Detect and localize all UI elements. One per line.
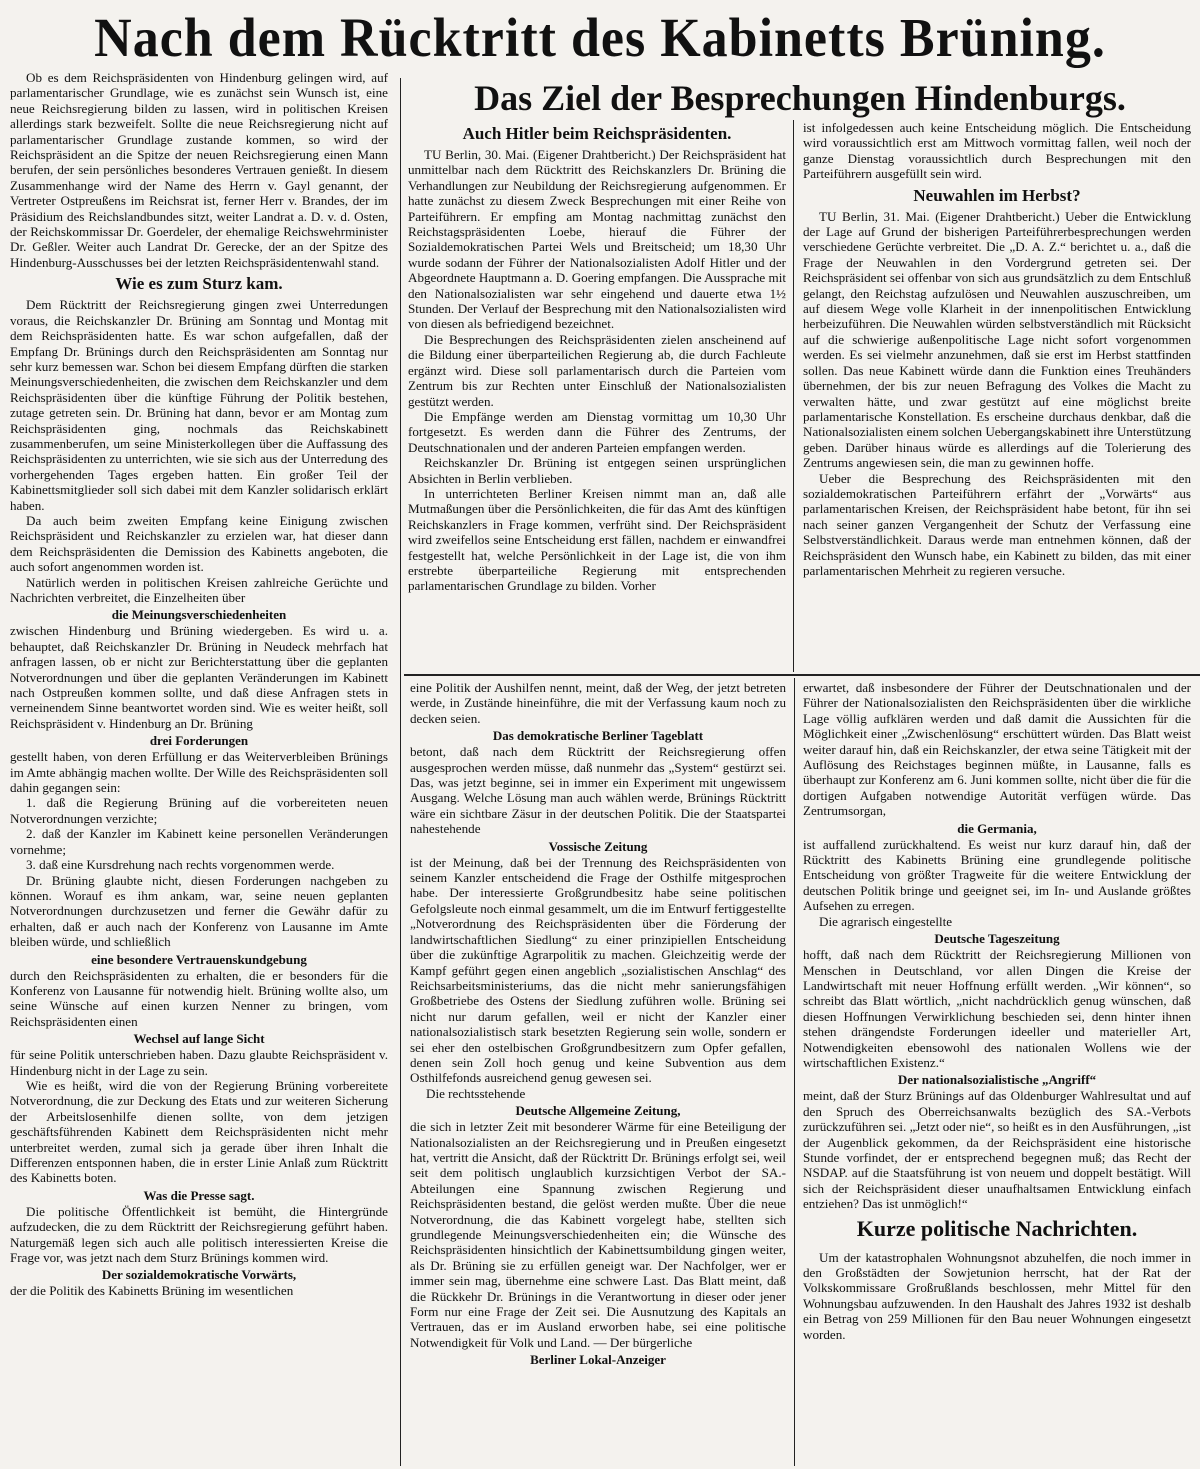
col1-paragraph: Die politische Öffentlichkeit ist bemüht, die Hintergründe aufzudecken, die zu dem Rücktritt der Reichsregierung geführt haben. Naturgemäß legen sich auch alle politisch interessierten Kreise die Frage vor, was jetzt nach dem Sturz Brünings kommen wird. xyxy=(10,1203,388,1266)
col4-paragraph: betont, daß nach dem Rücktritt der Reichsregierung offen ausgesprochen werden müsse, daß nunmehr das „System“ gestürzt sei. Das, was jetzt beginne, sei in immer ein Experiment mit ungewissem Ausgang. Welche Lösung man auch wählen werde, Brünings Rücktritt wäre ein sichtbare Zäsur in der deutschen Politik. Die der Staatspartei nahestehende xyxy=(410,744,786,837)
col4-paragraph: eine Politik der Aushilfen nennt, meint, daß der Weg, der jetzt betreten werde, in Zustände hineinführe, die mit der Verfassung kaum noch zu decken seien. xyxy=(410,680,786,726)
col2-paragraph: Die Empfänge werden am Dienstag vormittag um 10,30 Uhr fortgesetzt. Es werden dann die Führer des Zentrums, der Deutschnationalen und der anderen Parteien empfangen werden. xyxy=(408,408,786,455)
col1-subheading: eine besondere Vertrauenskundgebung xyxy=(91,951,307,967)
column-3 xyxy=(803,120,1191,672)
col3-paragraph: TU Berlin, 31. Mai. (Eigener Drahtbericht.) Ueber die Entwicklung der Lage auf Grund der bisherigen Parteiführerbesprechungen werden verschiedene Gerüchte verbreitet. Die „D. A. Z.“ berichtet u. a., daß die Frage der Neuwahlen in den Vordergrund getreten sei. Der Reichspräsident sei offenbar von sich aus grundsätzlich zu dem Entschluß gelangt, den Reichstag aufzulösen und Neuwahlen auszuschreiben, um auf diesem Wege volle Klarheit in der innenpolitischen Entwicklung herbeizuführen. Die Neuwahlen würden selbstverständlich mit Rücksicht auf die schwierige außenpolitische Lage nicht sofort vorgenommen werden. Es sei vielmehr anzunehmen, daß sie erst im Herbst stattfinden sollen. Das neue Kabinett würde dann die Funktion eines Treuhänders übernehmen, der bis zur neuen Befragung des Volkes die Macht zu verwalten hätte, und zwar gestützt auf eine möglichst breite parlamentarische Konstellation. Es erscheine durchaus denkbar, daß die Nationalsozialisten einem solchen Uebergangskabinett ihre Unterstützung geben. Darüber hinaus würde es allerdings auf die Tolerierung des Zentrums angewiesen sein, die man zu gewinnen hoffe. xyxy=(803,208,1191,471)
col1-paragraph: der die Politik des Kabinetts Brüning im wesentlichen xyxy=(10,1283,294,1299)
column-rule-1 xyxy=(400,78,401,1466)
col2-paragraph: Die Besprechungen des Reichspräsidenten zielen anscheinend auf die Bildung einer überparteilichen Regierung ab, die durch Fachleute ergänzt wird. Diese soll parlamentarisch durch die Parteien vom Zentrum bis zur Rechten unter Einschluß der Nationalsozialisten gestützt werden. xyxy=(408,331,786,409)
col2-heading: Auch Hitler beim Reichspräsidenten. xyxy=(462,124,732,143)
col1-list-item: 2. daß der Kanzler im Kabinett keine personellen Veränderungen vornehme; xyxy=(10,826,388,857)
col1-paragraph: Ob es dem Reichspräsidenten von Hindenburg gelingen wird, auf parlamentarischer Grundlage, wie es zunächst sein Wunsch ist, eine neue Reichsregierung bilden zu lassen, wird in politischen Kreisen allerdings stark bezweifelt. Sollte die neue Reichsregierung nicht auf parlamentarischer Grundlage zustande kommen, so wird der Reichspräsident an die Spitze der neuen Reichsregierung einen Mann berufen, der sein persönliches besonderes Vertrauen genießt. In diesem Zusammenhange wird der Name des Herrn v. Gayl genannt, der Vertreter Ostpreußens im Reichsrat ist, ferner Herr v. Brandes, der im Präsidium des Reichslandbundes sitzt, weiter Landrat a. D. v. d. Osten, der Reichskommissar Dr. Goerdeler, der ehemalige Reichswehrminister Dr. Geßler. Weiter auch Landrat Dr. Gerecke, der an der Spitze des Hindenburg-Ausschusses bei der letzten Reichspräsidentenwahl stand. xyxy=(10,70,388,270)
section-divider xyxy=(404,674,1200,676)
column-rule-3 xyxy=(794,678,795,1466)
col3-heading: Neuwahlen im Herbst? xyxy=(913,185,1081,205)
col1-subheading: Wechsel auf lange Sicht xyxy=(133,1031,265,1047)
col5-paragraph: Die agrarisch eingestellte xyxy=(819,913,953,929)
col1-list-item: 1. daß die Regierung Brüning auf die vorbereiteten neuen Notverordnungen verzichte; xyxy=(10,795,388,826)
col1-paragraph: gestellt haben, von deren Erfüllung er das Weiterverbleiben Brünings im Amte abhängig machen wollte. Der Wille des Reichspräsidenten soll dahin gegangen sein: xyxy=(10,749,388,796)
col4-paragraph: die sich in letzter Zeit mit besonderer Wärme für eine Beteiligung der Nationalsozialisten an der Reichsregierung und in Preußen eingesetzt hat, vertritt die Ansicht, daß der Rücktritt Dr. Brünings erfolgt sei, weil seit dem politisch unglaublich kurzsichtigen Verbot der SA.-Abteilungen eine Spannung zwischen Regierung und Reichspräsidenten bestand, die gelöst werden mußte. Über die neue Notverordnung, die das Kabinett vorgelegt habe, stellten sich grundlegende Meinungsverschiedenheiten ein; die Wünsche des Reichspräsidenten hinsichtlich der Kabinettsumbildung gingen weiter, als Dr. Brüning sie zu erfüllen geneigt war. Der Nachfolger, wer er immer sein mag, übernehme eine schwere Last. Das Blatt meint, daß die Rückkehr Dr. Brünings in die Verantwortung in dieser oder jener Form nur eine Frage der Zeit sei. Die Ausnutzung des Kapitals an Vertrauen, das er im Ausland erworben habe, sei eine politische Notwendigkeit für Volk und Land. — Der bürgerliche xyxy=(410,1119,786,1350)
col1-paragraph: Dem Rücktritt der Reichsregierung gingen zwei Unterredungen voraus, die Reichskanzler Dr. Brüning am Sonntag und Montag mit dem Reichspräsidenten hatte. Es war schon aufgefallen, daß der Empfang Dr. Brünings durch den Reichspräsidenten am Sonntag nur sehr kurz bemessen war. Schon bei diesem Empfang dürften die starken Meinungsverschiedenheiten, die zwischen dem Reichskanzler und dem Reichspräsidenten über die künftige Führung der Politik bestehen, zutage getreten sein. Dr. Brüning hat dann, bevor er am Montag zum Reichspräsidenten ging, nochmals das Reichskabinett zusammenberufen, um seine Ministerkollegen über die Auffassung des Reichspräsidenten zu unterrichten, wie sie sich aus der Unterredung des vorhergehenden Tages ergeben hatten. Ein großer Teil der Kabinettsmitglieder soll sich dabei mit dem Kanzler solidarisch erklärt haben. xyxy=(10,297,388,513)
col4-subheading: Das demokratische Berliner Tageblatt xyxy=(492,728,704,744)
col5-paragraph: Um der katastrophalen Wohnungsnot abzuhelfen, die noch immer in den Großstädten der Sowjetunion herrscht, hat der Rat der Volkskommissare Großrußlands beschlossen, mehr Mittel für den Wohnungsbau aufzuwenden. In den Haushalt des Jahres 1932 ist deshalb ein Betrag von 259 Millionen für den Bau neuer Wohnungen eingesetzt worden. xyxy=(803,1249,1191,1342)
col1-paragraph: zwischen Hindenburg und Brüning wiedergeben. Es wird u. a. behauptet, daß Reichskanzler Dr. Brüning in Neudeck mehrfach hat anfragen lassen, ob er nicht zur Berichterstattung über die geplanten Notverordnungen und über die geplanten Veränderungen im Kabinett nach Ostpreußen kommen sollte, und daß diese Anfragen stets in verneinendem Sinne beantwortet worden sind. Wie es weiter heißt, soll Reichspräsident v. Hindenburg an Dr. Brüning xyxy=(10,623,388,731)
col4-paragraph: Die rechtsstehende xyxy=(426,1085,526,1101)
column-4 xyxy=(410,680,786,1466)
col1-paragraph: Natürlich werden in politischen Kreisen zahlreiche Gerüchte und Nachrichten verbreitet, die Einzelheiten über xyxy=(10,574,388,605)
col5-subheading: Deutsche Tageszeitung xyxy=(934,931,1060,947)
headline: Nach dem Rücktritt des Kabinetts Brüning. xyxy=(94,8,1106,69)
column-2 xyxy=(408,120,786,672)
col3-paragraph: Ueber die Besprechung des Reichspräsidenten mit den sozialdemokratischen Parteiführern erfährt der „Vorwärts“ aus parlamentarischen Kreisen, der Reichspräsident habe betont, für ihn sei nach seiner ganzen Vergangenheit der Schutz der Verfassung eine Selbstverständlichkeit. Daraus werde man entnehmen können, daß der Reichspräsident den Wunsch habe, ein Kabinett zu bilden, das mit einer parlamentarischen Mehrheit zu regieren versuche. xyxy=(803,470,1191,578)
col1-subheading: Was die Presse sagt. xyxy=(143,1187,255,1203)
col1-subheading: Der sozialdemokratische Vorwärts, xyxy=(101,1267,297,1283)
col5-paragraph: erwartet, daß insbesondere der Führer der Deutschnationalen und der Führer der Nationalsozialisten den Reichspräsidenten über die wirkliche Lage völlig aufklären werden und daß damit die Aussichten für die Möglichkeit einer „Zwischenlösung“ erschüttert würden. Das Blatt weist weiter darauf hin, daß ein Reichskanzler, der etwa seine Tätigkeit mit der Auflösung des Reichstages beginnen müßte, in Lausanne, falls es überhaupt zur Konferenz am 6. Juni kommen sollte, nicht über die für die dortigen Aufgaben notwendige Autorität verfügen würde. Das Zentrumsorgan, xyxy=(803,680,1191,819)
col3-paragraph: ist infolgedessen auch keine Entscheidung möglich. Die Entscheidung wird voraussichtlich erst am Mittwoch vormittag fallen, weil noch der ganze Dienstag voraussichtlich durch Besprechungen mit den Parteiführern ausgefüllt sein wird. xyxy=(803,120,1191,182)
column-1 xyxy=(10,70,388,1466)
subheadline: Das Ziel der Besprechungen Hindenburgs. xyxy=(474,78,1126,118)
col5-paragraph: meint, daß der Sturz Brünings auf das Oldenburger Wahlresultat und auf den Spruch des Oberreichsanwalts bezüglich des SA.-Verbots zurückzuführen sei. „Jetzt oder nie“, so heißt es in den Ausführungen, „ist der Augenblick gekommen, da der Reichspräsident eine historische Stunde vorfindet, der er entsprechend begegnen muß; das Recht der NSDAP. auf die Staatsführung ist von neuem und doppelt bestätigt. Will sich der Reichspräsident dieser unaufhaltsamen Entwicklung einfach entziehen? Das ist unmöglich!“ xyxy=(803,1088,1191,1212)
col1-heading: Wie es zum Sturz kam. xyxy=(115,274,283,294)
col2-paragraph: Reichskanzler Dr. Brüning ist entgegen seinen ursprünglichen Absichten in Berlin verblieben. xyxy=(408,455,786,486)
col1-paragraph: für seine Politik unterschrieben haben. Dazu glaubte Reichspräsident v. Hindenburg nicht in der Lage zu sein. xyxy=(10,1047,388,1078)
col2-paragraph: In unterrichteten Berliner Kreisen nimmt man an, daß alle Mutmaßungen über die Persönlichkeiten, die für das Amt des künftigen Reichskanzlers in Frage kommen, verfrüht sind. Der Reichspräsident wird zweifellos seine Entscheidung erst fällen, nachdem er einwandfrei festgestellt hat, welche Persönlichkeit in der Lage ist, die von ihm erstrebte überparteiliche Regierung mit entsprechenden parlamentarischen Grundlage zu bilden. Vorher xyxy=(408,485,786,594)
col4-subheading: Deutsche Allgemeine Zeitung, xyxy=(515,1103,681,1119)
col1-subheading: drei Forderungen xyxy=(149,733,249,749)
col1-paragraph: durch den Reichspräsidenten zu erhalten, die er besonders für die Konferenz von Lausanne für notwendig hielt. Brüning wollte also, um seine Wünsche auf einen kurzen Nenner zu bringen, vom Reichspräsidenten einen xyxy=(10,967,388,1029)
column-rule-2 xyxy=(793,120,794,672)
col1-paragraph: Dr. Brüning glaubte nicht, diesen Forderungen nachgeben zu können. Worauf es ihm ankam, war, seine neuen geplanten Notverordnungen durchzusetzen und ferner die Gewähr dafür zu erhalten, daß er auch nach der Konferenz von Lausanne im Amte bleiben würde, und schließlich xyxy=(10,872,388,950)
col4-paragraph: ist der Meinung, daß bei der Trennung des Reichspräsidenten von seinem Kanzler entscheidend die Frage der Osthilfe mitgesprochen habe. Der interessierte Großgrundbesitz habe seine politischen Gefolgsleute noch einmal gesammelt, um die im Entwurf fertiggestellte „Notverordnung des Reichspräsidenten über die Förderung der landwirtschaftlichen Siedlung“ zu einer prinzipiellen Entscheidung über die zukünftige Agrarpolitik zu machen. Gleichzeitig werde der Kampf geführt gegen einen angeblich „sozialistischen Anschlag“ des Reichsarbeitsministeriums, das die nicht mehr sanierungsfähigen Großbetriebe des Ostens der Siedlung zuführen wolle. Brüning sei nicht nur darum gefallen, weil er nicht der Kanzler einer nationalsozialistisch stark besetzten Regierung sein wolle, sondern er sei eher den ostelbischen Großgrundbesitzern zum Opfer gefallen, denen sein Zoll hoch genug und keine Subvention aus dem Osthilfefonds ausreichend genug gewesen sei. xyxy=(410,854,786,1086)
col1-list-item: 3. daß eine Kursdrehung nach rechts vorgenommen werde. xyxy=(26,857,335,873)
col1-paragraph: Wie es heißt, wird die von der Regierung Brüning vorbereitete Notverordnung, die zur Deckung des Etats und zur weiteren Sicherung der Arbeitslosenhilfe dienen sollte, von dem jetzigen geschäftsführenden Kabinett dem Reichspräsidenten nicht mehr unterbreitet werden, zumal sich ja gerade über ihren Inhalt die Differenzen entsponnen haben, die in erster Linie Anlaß zum Rücktritt des Kabinetts boten. xyxy=(10,1077,388,1186)
col2-paragraph: TU Berlin, 30. Mai. (Eigener Drahtbericht.) Der Reichspräsident hat unmittelbar nach dem Rücktritt des Reichskanzlers Dr. Brüning die Verhandlungen zur Neubildung der Reichsregierung aufgenommen. Er hatte zunächst zu diesem Zweck Besprechungen mit einer Reihe von Parteiführern. Er empfing am Montag nachmittag zunächst den Reichstagspräsidenten Loebe, hierauf die Führer der Sozialdemokratischen Partei Wels und Breitscheid; um 18,30 Uhr wurde sodann der Führer der Nationalsozialisten Adolf Hitler und der Abgeordnete Hauptmann a. D. Goering empfangen. Die Aussprache mit den Nationalsozialisten war sehr eingehend und dauerte etwa 1½ Stunden. Der Verlauf der Besprechung mit den Nationalsozialisten wird von diesen als befriedigend bezeichnet. xyxy=(408,147,786,332)
col4-subheading: Vossische Zeitung xyxy=(548,838,648,854)
col5-paragraph: hofft, daß nach dem Rücktritt der Reichsregierung Millionen von Menschen in Deutschland, vor allen Dingen die Kreise der Landwirtschaft mit neuer Hoffnung erfüllt werden. „Wir können“, so schreibt das Blatt wörtlich, „nicht nachdrücklich genug wünschen, daß diesen Hoffnungen Verwirklichung beschieden sei, denn hinter ihnen stehen drängendste Forderungen ideeller und materieller Art, Notwendigkeiten ebensowohl des nationalen Wollens wie der wirtschaftlichen Existenz.“ xyxy=(803,947,1191,1070)
col5-subheading: die Germania, xyxy=(957,820,1037,836)
col5-section-heading: Kurze politische Nachrichten. xyxy=(856,1215,1138,1241)
col1-subheading: die Meinungsverschiedenheiten xyxy=(111,607,287,623)
col5-subheading: Der nationalsozialistische „Angriff“ xyxy=(897,1072,1097,1088)
col5-paragraph: ist auffallend zurückhaltend. Es weist nur kurz darauf hin, daß der Rücktritt des Kabinetts Brüning eine grundlegende politische Entscheidung von größter Tragweite für die weitere Entwicklung der deutschen Politik bringe und geeignet sei, im In- und Auslande größtes Aufsehen zu erregen. xyxy=(803,836,1191,914)
col4-subheading: Berliner Lokal-Anzeiger xyxy=(530,1352,666,1368)
column-5 xyxy=(803,680,1191,1466)
col1-paragraph: Da auch beim zweiten Empfang keine Einigung zwischen Reichspräsident und Reichskanzler zu erzielen war, hat dieser dann dem Reichspräsidenten die Demission des Kabinetts angeboten, die auch sofort angenommen worden ist. xyxy=(10,512,388,575)
